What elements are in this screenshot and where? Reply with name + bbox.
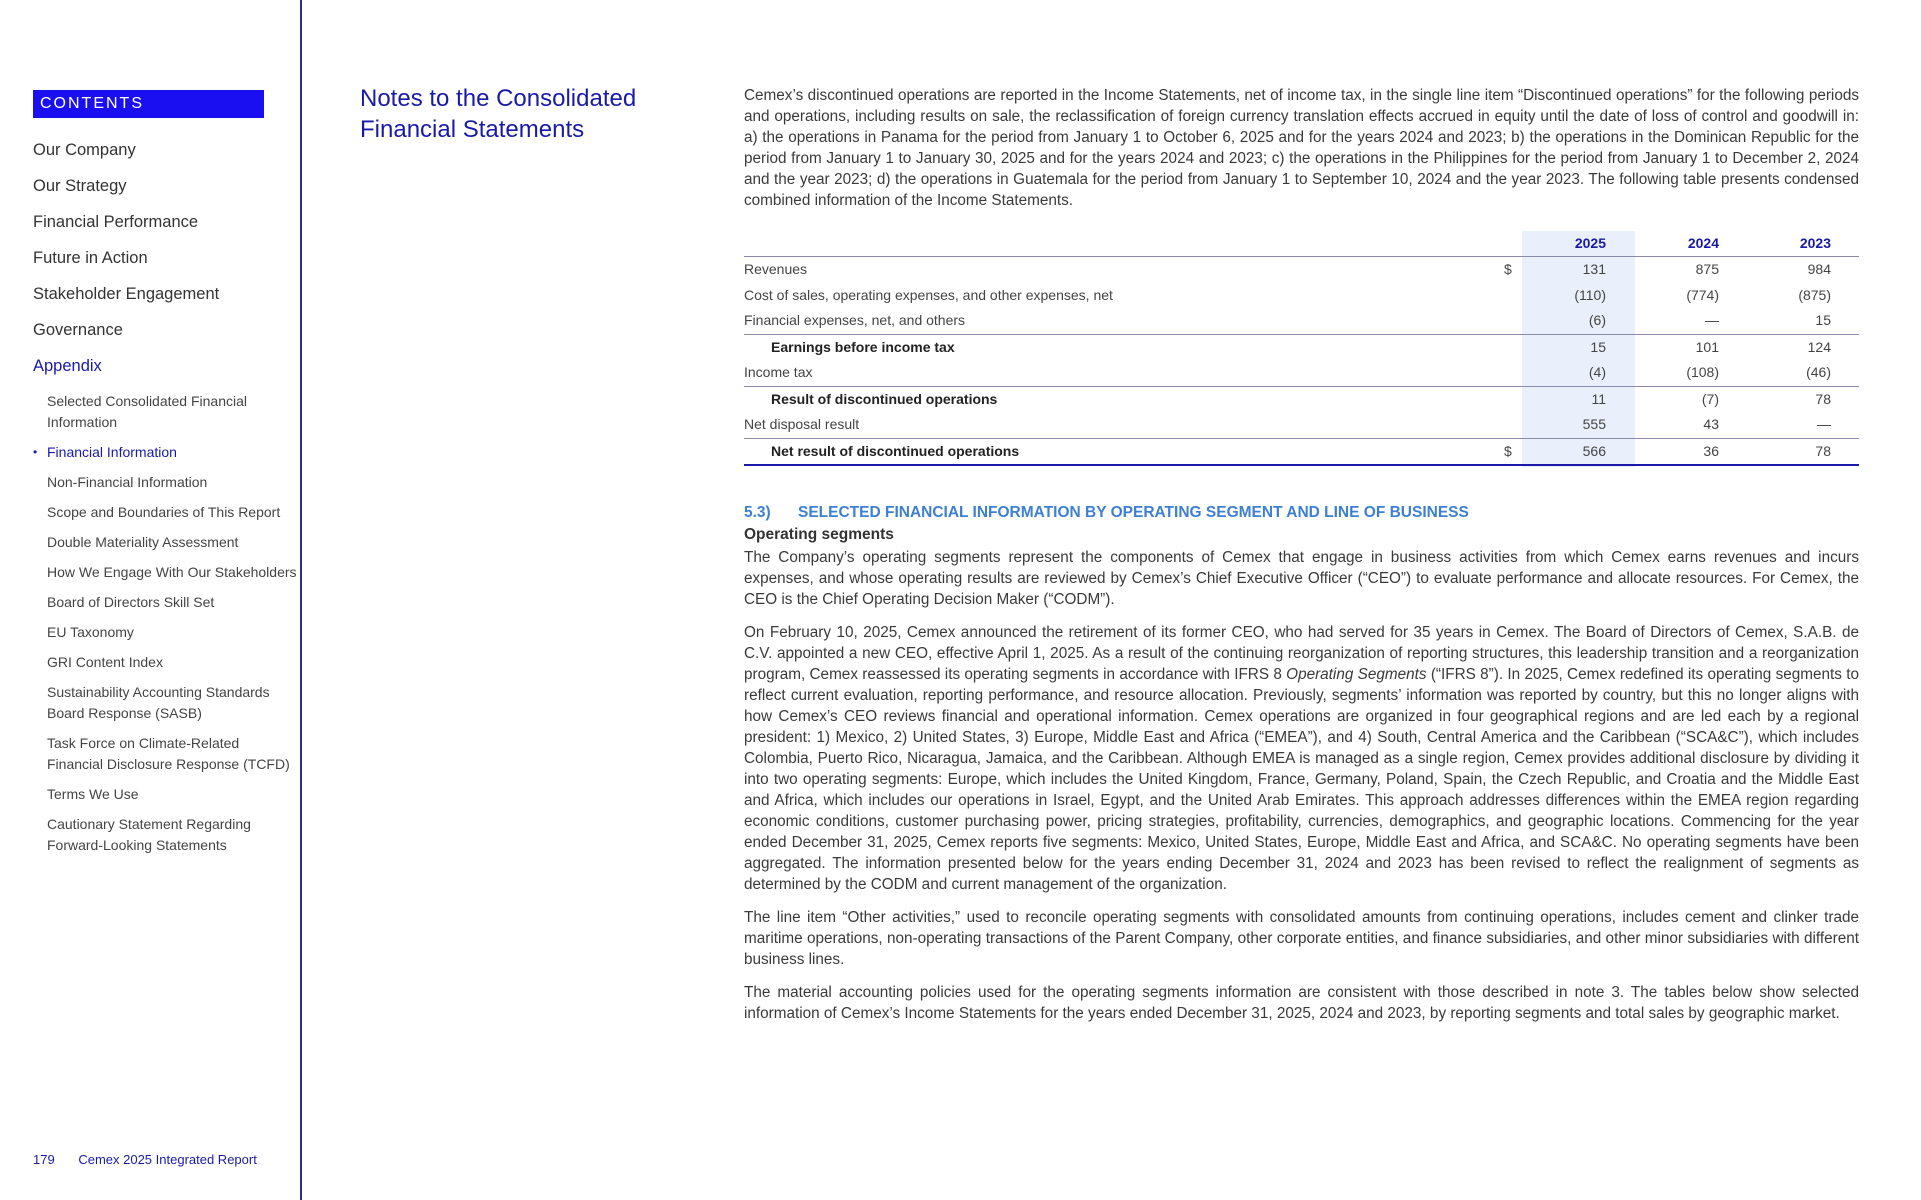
value-2025: 555 [1582,416,1606,432]
row-label: Revenues [744,261,808,277]
paragraph-italic: Operating Segments [1286,666,1427,683]
value-2025: (4) [1588,364,1606,380]
paragraph-text: On February 10, 2025, Cemex announced the retirement of its former CEO, who had served for 35 years in Cemex. The Board of Directors of Cemex, S.A.B. de C.V. appointed a new CEO, effective April 1, 2025. As a result of the continuing reorganization of reporting structures, this leadership transition and a reorganization program, Cemex reassessed its operating segments in accordance with IFRS 8 [744,624,1859,683]
row-label: Result of discontinued operations [771,390,998,407]
value-2024: 43 [1703,416,1719,432]
year-header: 2023 [1799,235,1831,251]
table-row [744,257,1859,283]
subnav-item-eu-taxonomy[interactable]: EU Taxonomy [47,624,134,640]
value-2025: 131 [1582,261,1606,277]
value-2023: 124 [1807,338,1831,355]
row-label: Net result of discontinued operations [771,442,1020,459]
page-number: 179 [33,1152,55,1167]
section-number: 5.3) [744,504,771,521]
value-2024: (7) [1701,390,1719,407]
table-row-subtotal [744,334,1859,361]
table-row [744,412,1859,438]
active-bullet-icon: • [33,445,38,459]
paragraph: The material accounting policies used for the operating segments information are consistent with those described in note 3. The tables below show selected information of Cemex’s Income Statements for the years ended December 31, 2025, 2024 and 2023, by reporting segments and total sales by geographic market. [744,984,1859,1022]
value-2024: 36 [1703,442,1719,459]
value-2025: 15 [1590,338,1606,355]
paragraph: The Company’s operating segments represent the components of Cemex that engage in business activities from which Cemex earns revenues and incurs expenses, and whose operating results are reviewed by Cemex’s Chief Executive Officer (“CEO”) to evaluate performance and allocate resources. For Cemex, the CEO is the Chief Operating Decision Maker (“CODM”). [744,549,1859,608]
subnav-item-gri-content-index[interactable]: GRI Content Index [47,654,163,670]
sidebar-item-appendix[interactable]: Appendix [33,357,102,375]
value-2023: 78 [1815,442,1831,459]
value-2024: 875 [1695,261,1719,277]
sidebar-item-governance[interactable]: Governance [33,321,123,339]
value-2023: 78 [1815,390,1831,407]
value-2024: 101 [1695,338,1719,355]
subnav-item-scope-and-boundaries[interactable]: Scope and Boundaries of This Report [47,504,281,520]
value-2024: (108) [1686,364,1719,380]
subnav-item-selected-consolidated-financial-information[interactable]: Selected Consolidated Financial Information [47,393,248,430]
year-header: 2025 [1574,235,1606,251]
sidebar-item-our-strategy[interactable]: Our Strategy [33,177,127,195]
table-row-total [744,438,1859,467]
subnav-item-double-materiality[interactable]: Double Materiality Assessment [47,534,239,550]
row-label: Income tax [744,364,813,380]
contents-badge[interactable]: CONTENTS [33,90,264,118]
row-label: Earnings before income tax [771,338,955,355]
subnav-item-label: Financial Information [47,444,177,460]
subnav-item-sasb[interactable]: Sustainability Accounting Standards Board Response (SASB) [47,684,270,721]
row-label: Cost of sales, operating expenses, and other expenses, net [744,286,1113,303]
table-row [744,308,1859,334]
currency-symbol: $ [1504,261,1512,277]
section-title-text: SELECTED FINANCIAL INFORMATION BY OPERATING SEGMENT AND LINE OF BUSINESS [798,504,1469,521]
table-row [744,283,1859,309]
value-2025: (6) [1588,312,1606,328]
value-2024: (774) [1686,286,1719,303]
value-2025: 566 [1582,442,1606,459]
paragraph: The line item “Other activities,” used to reconcile operating segments with consolidated amounts from continuing operations, includes cement and clinker trade maritime operations, non-operating transactions of the Parent Company, other corporate entities, and finance subsidiaries, and other minor subsidiaries with different business lines. [744,909,1859,968]
sidebar-item-future-in-action[interactable]: Future in Action [33,249,148,267]
table-header-row [744,231,1859,257]
value-2025: 11 [1591,390,1606,407]
page-footer [33,1152,257,1167]
sidebar-subnav [33,391,298,856]
sidebar-item-our-company[interactable]: Our Company [33,141,136,159]
subheading: Operating segments [744,526,894,543]
report-name: Cemex 2025 Integrated Report [78,1152,257,1167]
paragraph-text: (“IFRS 8”). In 2025, Cemex redefined its operating segments to reflect current evaluation, reporting performance, and resource allocation. Previously, segments’ information was reported by country, but this no longer aligns with how Cemex’s CEO reviews financial and operational information. Cemex operations are organized in four geographical regions and are led each by a regional president: 1) Mexico, 2) United States, 3) Europe, Middle East and Africa (“EMEA”), and 4) South, Central America and the Caribbean (“SCA&C”), which includes Colombia, Puerto Rico, Nicaragua, Jamaica, and the Caribbean. Although EMEA is managed as a single region, Cemex provides additional disclosure by dividing it into two operating segments: Europe, which includes the United Kingdom, France, Germany, Poland, Spain, the Czech Republic, and Croatia and the Middle East and Africa, which includes our operations in Israel, Egypt, and the United Arab Emirates. This approach addresses differences within the EMEA region regarding economic conditions, customer purchasing power, pricing strategies, profitability, currencies, demographics, and geographic locations. Commencing for the year ended December 31, 2025, Cemex reports five segments: Mexico, United States, Europe, Middle East and Africa, and SCA&C. No operating segments have been aggregated. The information presented below for the years ending December 31, 2024 and 2023 has been revised to reflect the realignment of segments as determined by the CODM and current management of the organization. [744,666,1859,893]
section-heading [744,504,1859,522]
subnav-item-financial-information[interactable] [33,442,298,463]
subnav-item-non-financial-information[interactable]: Non-Financial Information [47,474,208,490]
row-label: Net disposal result [744,416,860,432]
sidebar-nav [33,137,298,865]
currency-symbol: $ [1504,442,1512,459]
value-2023: 15 [1815,312,1831,328]
value-2024: — [1705,312,1719,328]
subnav-item-terms-we-use[interactable]: Terms We Use [47,786,139,802]
discontinued-operations-table [744,231,1859,466]
subnav-item-tcfd[interactable]: Task Force on Climate-Related Financial Disclosure Response (TCFD) [47,735,290,772]
subnav-item-cautionary-statement[interactable]: Cautionary Statement Regarding Forward-Looking Statements [47,816,251,853]
intro-paragraph: Cemex’s discontinued operations are reported in the Income Statements, net of income tax, in the single line item “Discontinued operations” for the following periods and operations, including results on sale, the reclassification of foreign currency translation effects accrued in equity until the date of loss of control and goodwill in: a) the operations in Panama for the period from January 1 to October 6, 2025 and for the years 2024 and 2023; b) the operations in the Dominican Republic for the period from January 1 to January 30, 2025 and for the years 2024 and 2023; c) the operations in the Philippines for the period from January 1 to December 2, 2024 and the year 2023; d) the operations in Guatemala for the period from January 1 to September 10, 2024 and the year 2023. The following table presents condensed combined information of the Income Statements. [744,87,1859,209]
main-content [744,85,1859,1036]
table-row [744,360,1859,386]
sidebar-item-stakeholder-engagement[interactable]: Stakeholder Engagement [33,285,220,303]
value-2023: (46) [1806,364,1831,380]
value-2025: (110) [1574,286,1606,303]
value-2023: 984 [1807,261,1831,277]
year-header: 2024 [1687,235,1719,251]
row-label: Financial expenses, net, and others [744,312,966,328]
paragraph [744,622,1859,895]
subnav-item-board-skill-set[interactable]: Board of Directors Skill Set [47,594,215,610]
sidebar-item-financial-performance[interactable]: Financial Performance [33,213,199,231]
subnav-item-how-we-engage[interactable]: How We Engage With Our Stakeholders [47,564,297,580]
value-2023: (875) [1798,286,1831,303]
value-2023: — [1817,416,1831,432]
table-row-subtotal [744,386,1859,413]
sidebar [0,0,302,1200]
page-title: Notes to the Consolidated Financial Statements [360,85,637,143]
